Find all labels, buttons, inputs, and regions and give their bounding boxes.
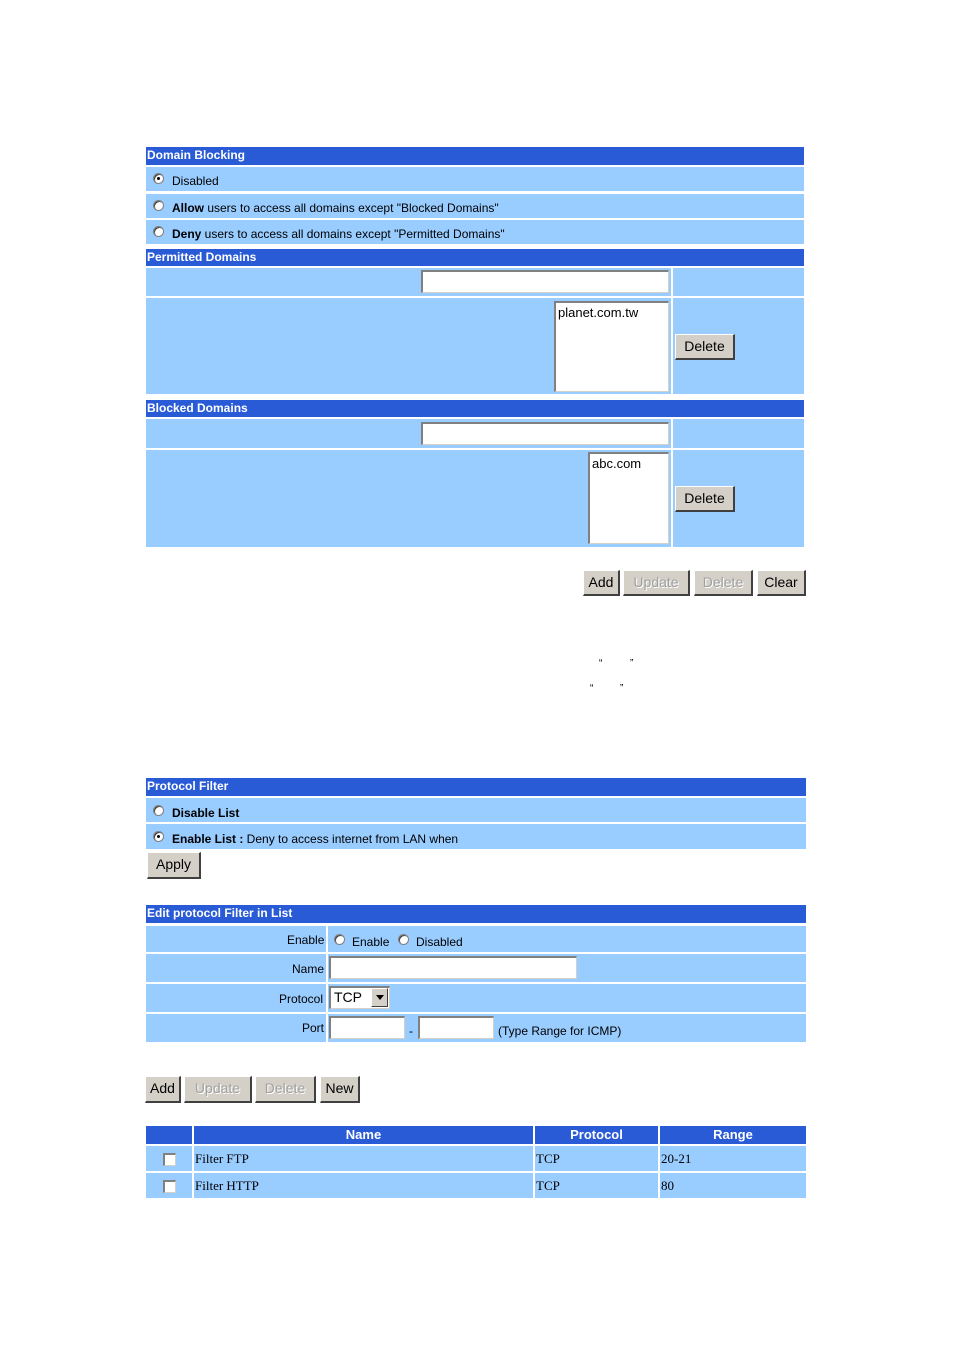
edit-filter-enable-radio[interactable] xyxy=(334,934,345,945)
edit-filter-name-label: Name xyxy=(292,962,325,976)
permitted-delete-button[interactable]: Delete xyxy=(675,334,735,360)
filter-delete-button[interactable]: Delete xyxy=(255,1076,316,1103)
protocol-filter-enable-label: Enable List : Deny to access internet from LAN when xyxy=(172,832,459,846)
row-checkbox[interactable] xyxy=(163,1153,176,1166)
blocked-delete-button[interactable]: Delete xyxy=(675,486,735,512)
protocol-filter-title: Protocol Filter xyxy=(147,779,229,793)
domain-blocking-title: Domain Blocking xyxy=(147,148,246,162)
domain-blocking-allow-radio[interactable] xyxy=(153,200,164,211)
port-from-input[interactable] xyxy=(329,1016,405,1039)
blocked-domains-title: Blocked Domains xyxy=(147,401,248,415)
row-range: 80 xyxy=(661,1178,674,1193)
row-name: Filter FTP xyxy=(195,1151,249,1166)
edit-filter-port-row-left xyxy=(146,1014,326,1042)
edit-filter-enable-option-label: Enable xyxy=(352,935,390,949)
domain-blocking-disabled-radio[interactable] xyxy=(153,173,164,184)
domain-add-button[interactable]: Add xyxy=(583,570,620,596)
domain-update-button[interactable]: Update xyxy=(623,570,690,596)
domain-blocking-option-disabled-row xyxy=(146,167,804,191)
stray-quote-open-1: “ xyxy=(599,658,603,669)
port-to-input[interactable] xyxy=(418,1016,494,1039)
blocked-domain-input[interactable] xyxy=(421,422,669,445)
stray-quote-open-2: “ xyxy=(590,683,594,694)
blocked-domains-listbox[interactable] xyxy=(588,452,669,544)
permitted-domains-listbox[interactable] xyxy=(554,301,669,392)
protocol-filter-disable-radio[interactable] xyxy=(153,805,164,816)
row-range: 20-21 xyxy=(661,1151,692,1166)
apply-button[interactable]: Apply xyxy=(147,852,201,879)
protocol-select-value: TCP xyxy=(334,989,362,1005)
edit-filter-port-label: Port xyxy=(302,1021,325,1035)
filter-name-input[interactable] xyxy=(329,956,577,979)
edit-filter-disabled-option-label: Disabled xyxy=(416,935,463,949)
filter-update-button[interactable]: Update xyxy=(184,1076,252,1103)
filter-add-button[interactable]: Add xyxy=(145,1076,181,1103)
port-hint: (Type Range for ICMP) xyxy=(498,1024,622,1038)
stray-quote-close-1: ” xyxy=(630,658,634,669)
table-header-protocol: Protocol xyxy=(535,1126,658,1144)
domain-blocking-header xyxy=(146,147,804,165)
permitted-domain-input[interactable] xyxy=(421,270,669,293)
row-protocol: TCP xyxy=(536,1151,560,1166)
blocked-domains-header xyxy=(146,400,804,417)
edit-filter-header xyxy=(146,905,806,923)
chevron-down-icon[interactable] xyxy=(371,988,388,1007)
edit-filter-disabled-radio[interactable] xyxy=(398,934,409,945)
domain-blocking-deny-label: Deny users to access all domains except "Permitted Domains" xyxy=(172,227,505,241)
domain-blocking-deny-radio[interactable] xyxy=(153,226,164,237)
edit-filter-protocol-row-right xyxy=(328,984,806,1012)
list-item[interactable]: planet.com.tw xyxy=(558,305,639,320)
table-row xyxy=(660,1173,806,1198)
filter-new-button[interactable]: New xyxy=(320,1076,360,1103)
row-checkbox[interactable] xyxy=(163,1180,176,1193)
permitted-input-row-right xyxy=(673,268,804,296)
edit-filter-enable-label: Enable xyxy=(287,933,325,947)
domain-blocking-allow-label: Allow users to access all domains except "Blocked Domains" xyxy=(172,201,499,215)
domain-clear-button[interactable]: Clear xyxy=(757,570,806,596)
row-name: Filter HTTP xyxy=(195,1178,259,1193)
list-item[interactable]: abc.com xyxy=(592,456,642,471)
edit-filter-title: Edit protocol Filter in List xyxy=(147,906,293,920)
port-dash: - xyxy=(409,1024,413,1038)
domain-blocking-disabled-label: Disabled xyxy=(172,174,219,188)
edit-filter-protocol-label: Protocol xyxy=(279,992,324,1006)
table-header-select xyxy=(146,1126,192,1144)
domain-delete-button[interactable]: Delete xyxy=(694,570,753,596)
permitted-domains-title: Permitted Domains xyxy=(147,250,257,264)
blocked-input-row-right xyxy=(673,419,804,448)
permitted-domains-header xyxy=(146,249,804,266)
protocol-filter-header xyxy=(146,778,806,796)
protocol-filter-disable-row xyxy=(146,798,806,822)
protocol-filter-disable-label: Disable List xyxy=(172,806,240,820)
stray-quote-close-2: ” xyxy=(620,683,624,694)
table-header-name: Name xyxy=(194,1126,533,1144)
protocol-filter-enable-radio[interactable] xyxy=(153,831,164,842)
table-header-range: Range xyxy=(660,1126,806,1144)
row-protocol: TCP xyxy=(536,1178,560,1193)
